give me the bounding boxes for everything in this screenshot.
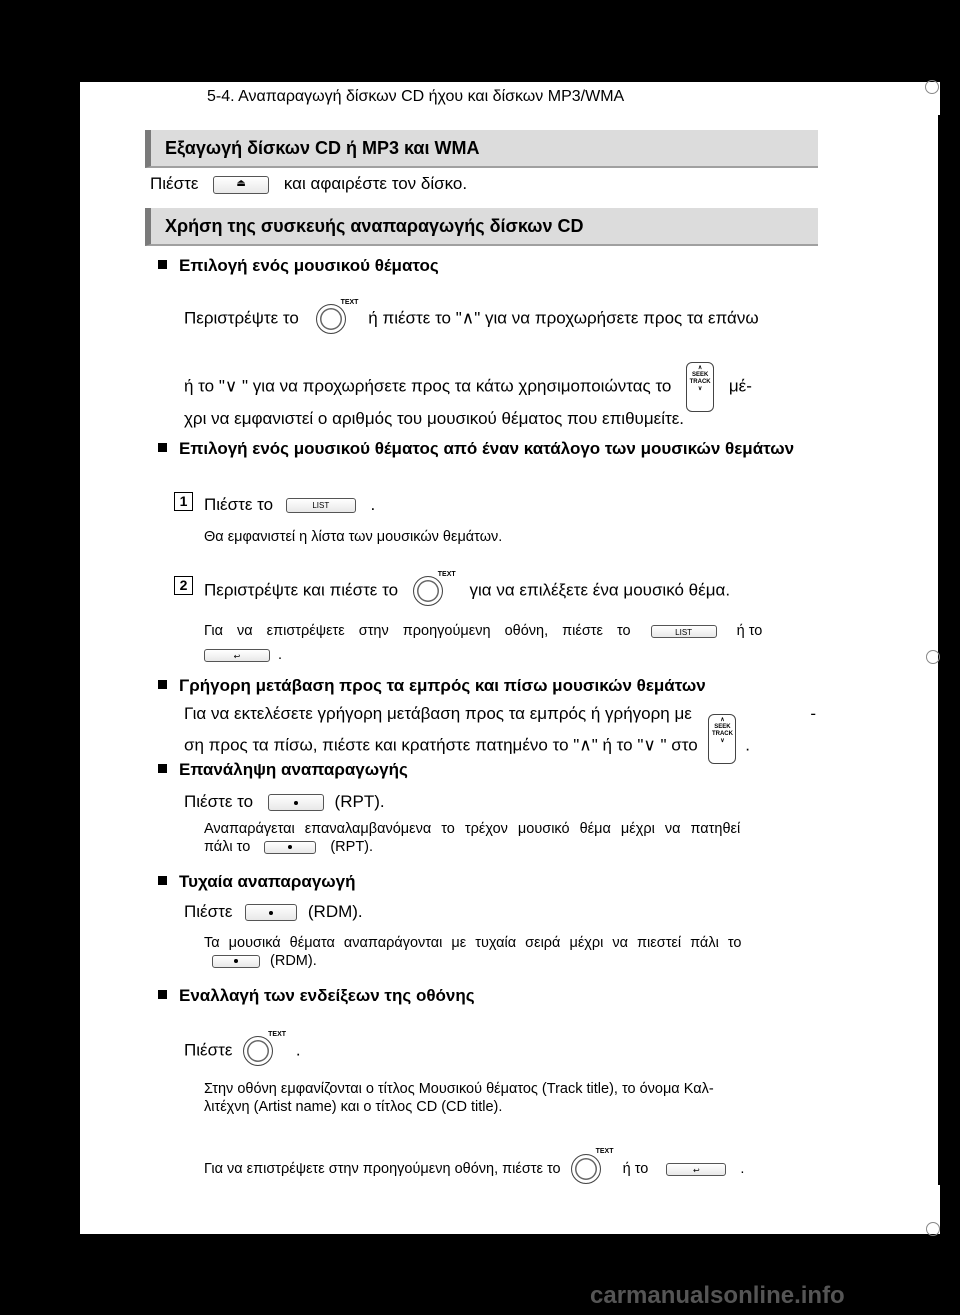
- heading-random-text: Τυχαία αναπαραγωγή: [179, 872, 356, 891]
- bullet-square-icon: [158, 990, 167, 999]
- seek-label-1: SEEK: [691, 372, 709, 378]
- fast-forward-line2-end: .: [745, 735, 750, 755]
- display-switch-note1-b: λιτέχνη (Artist name) και ο τίτλος CD (CD title).: [204, 1099, 503, 1115]
- watermark-text: carmanualsonline.info: [590, 1282, 845, 1309]
- step1-text: [204, 495, 375, 515]
- repeat-note-c: (RPT).: [330, 839, 374, 855]
- back-symbol: ↩: [693, 1165, 700, 1175]
- random-text: [184, 902, 363, 922]
- tune-knob-icon: [243, 1031, 287, 1066]
- heading-display-switch: [158, 986, 475, 1006]
- display-switch-note1: [204, 1080, 816, 1116]
- rpt-button-icon: [268, 794, 324, 811]
- random-note: [204, 934, 812, 970]
- knob-text-label: TEXT: [595, 1148, 614, 1155]
- bullet-square-icon: [158, 876, 167, 885]
- display-switch-note1-a: Στην οθόνη εμφανίζονται ο τίτλος Μουσικού θέματος (Track title), το όνομα Καλ-: [204, 1081, 714, 1097]
- knob-text-label: TEXT: [340, 299, 359, 306]
- step-number-1: 1: [174, 492, 193, 511]
- knob-text-label: TEXT: [437, 571, 456, 578]
- select-track-line3: χρι να εμφανιστεί ο αριθμός του μουσικού θέματος που επιθυμείτε.: [184, 409, 685, 428]
- heading-select-track: [158, 256, 439, 276]
- eject-instruction: [150, 174, 467, 194]
- heading-fast-forward-text: Γρήγορη μετάβαση προς τα εμπρός και πίσω μουσικών θεμάτων: [179, 676, 706, 695]
- crop-mark-bottom: [926, 1222, 940, 1236]
- tune-knob-icon: [316, 299, 359, 334]
- step2-text: [204, 571, 731, 606]
- rpt-button-icon: [264, 841, 316, 854]
- random-text-a: Πιέστε: [184, 902, 233, 921]
- display-switch-note2: [204, 1148, 745, 1184]
- page-header: 5-4. Αναπαραγωγή δίσκων CD ήχου και δίσκων MP3/WMA: [207, 88, 625, 105]
- step2-note-b: ή το: [736, 623, 763, 639]
- step2-note: [204, 622, 812, 640]
- heading-select-from-list: [158, 438, 814, 460]
- heading-repeat-text: Επανάληψη αναπαραγωγής: [179, 760, 408, 779]
- step2-note-a: Για να επιστρέψετε στην προηγούμενη οθόνη, πιέστε το: [204, 623, 631, 639]
- step2-text-b: για να επιλέξετε ένα μουσικό θέμα.: [469, 580, 731, 600]
- list-button-label: LIST: [675, 627, 693, 637]
- seek-track-button-icon: ∧ SEEK TRACK ∨: [686, 362, 714, 412]
- step1-note: Θα εμφανιστεί η λίστα των μουσικών θεμάτων.: [204, 529, 503, 545]
- repeat-text-a: Πιέστε το: [184, 792, 254, 811]
- select-track-line2: [184, 362, 834, 412]
- heading-random: [158, 872, 356, 892]
- heading-select-track-text: Επιλογή ενός μουσικού θέματος: [179, 256, 439, 275]
- random-note-b: (RDM).: [270, 953, 317, 969]
- bullet-square-icon: [158, 680, 167, 689]
- select-track-line1-a: Περιστρέψτε το: [184, 308, 299, 328]
- repeat-note: [204, 820, 812, 856]
- seek-track-button-icon: ∧ SEEK TRACK ∨: [708, 714, 736, 764]
- step1-text-b: .: [370, 495, 376, 514]
- section-title-use: Χρήση της συσκευής αναπαραγωγής δίσκων CD: [145, 208, 818, 246]
- select-track-line2-a: ή το "∨ " για να προχωρήσετε προς τα κάτω χρησιμοποιώντας το: [184, 376, 672, 396]
- list-button-icon: [286, 498, 356, 513]
- manual-page: [80, 82, 940, 1234]
- back-button-icon: [204, 649, 270, 662]
- heading-fast-forward: [158, 676, 706, 696]
- fast-forward-line1-text: Για να εκτελέσετε γρήγορη μετάβαση προς τα εμπρός ή γρήγορη με: [184, 704, 692, 723]
- eject-text-before: Πιέστε: [150, 174, 199, 193]
- repeat-text-b: (RPT).: [334, 792, 385, 811]
- seek-label-2: TRACK: [711, 731, 733, 737]
- repeat-note-b: πάλι το: [204, 839, 251, 855]
- display-switch-text-b: .: [295, 1040, 301, 1060]
- display-switch-note2-c: .: [740, 1160, 745, 1177]
- tune-knob-icon: [413, 571, 456, 606]
- back-symbol: ↩: [233, 651, 241, 661]
- seek-label-2: TRACK: [689, 379, 711, 385]
- bullet-square-icon: [158, 260, 167, 269]
- fast-forward-line1-end: -: [810, 704, 816, 723]
- eject-button-icon: ⏏: [213, 176, 269, 194]
- display-switch-note2-a: Για να επιστρέψετε στην προηγούμενη οθόνη, πιέστε το: [204, 1160, 561, 1177]
- fast-forward-line2-text: ση προς τα πίσω, πιέστε και κρατήστε πατημένο το "∧" ή το "∨ " στο: [184, 735, 698, 755]
- heading-select-from-list-text: Επιλογή ενός μουσικού θέματος από έναν κατάλογο των μουσικών θεμάτων: [179, 439, 795, 458]
- display-switch-note2-b: ή το: [622, 1160, 649, 1177]
- bullet-square-icon: [158, 443, 167, 452]
- repeat-text: [184, 792, 385, 812]
- rdm-button-icon: [245, 904, 297, 921]
- random-text-b: (RDM).: [307, 902, 363, 921]
- step-number-2: 2: [174, 576, 193, 595]
- fast-forward-line2: [184, 717, 824, 764]
- select-track-line1-b: ή πιέστε το "∧" για να προχωρήσετε προς τα επάνω: [368, 308, 759, 328]
- step1-text-a: Πιέστε το: [204, 495, 274, 514]
- knob-text-label: TEXT: [268, 1031, 287, 1038]
- heading-display-switch-text: Εναλλαγή των ενδείξεων της οθόνης: [179, 986, 475, 1005]
- page-edge-line: [938, 115, 940, 1185]
- tune-knob-icon: [571, 1148, 614, 1184]
- select-track-line1: [184, 299, 824, 334]
- step2-note-c: .: [278, 647, 283, 663]
- list-button-label: LIST: [312, 501, 330, 511]
- heading-repeat: [158, 760, 408, 780]
- list-button-icon: [651, 625, 717, 638]
- eject-text-after: και αφαιρέστε τον δίσκο.: [283, 174, 468, 193]
- step2-note-line2: [204, 646, 282, 664]
- crop-mark-top: [925, 80, 939, 94]
- random-note-a: Τα μουσικά θέματα αναπαράγονται με τυχαία σειρά μέχρι να πιεστεί πάλι το: [204, 935, 742, 951]
- display-switch-text: [184, 1031, 301, 1066]
- seek-label-1: SEEK: [714, 724, 731, 730]
- step2-text-a: Περιστρέψτε και πιέστε το: [204, 580, 399, 600]
- back-button-icon: [666, 1163, 726, 1176]
- rdm-button-icon: [212, 955, 260, 968]
- crop-mark-middle: [926, 650, 940, 664]
- select-track-line2-b: μέ-: [728, 376, 752, 396]
- bullet-square-icon: [158, 764, 167, 773]
- display-switch-text-a: Πιέστε: [184, 1040, 233, 1060]
- repeat-note-a: Αναπαράγεται επαναλαμβανόμενα το τρέχον μουσικό θέμα μέχρι να πατηθεί: [204, 821, 741, 837]
- section-title-eject: Εξαγωγή δίσκων CD ή MP3 και WMA: [145, 130, 818, 168]
